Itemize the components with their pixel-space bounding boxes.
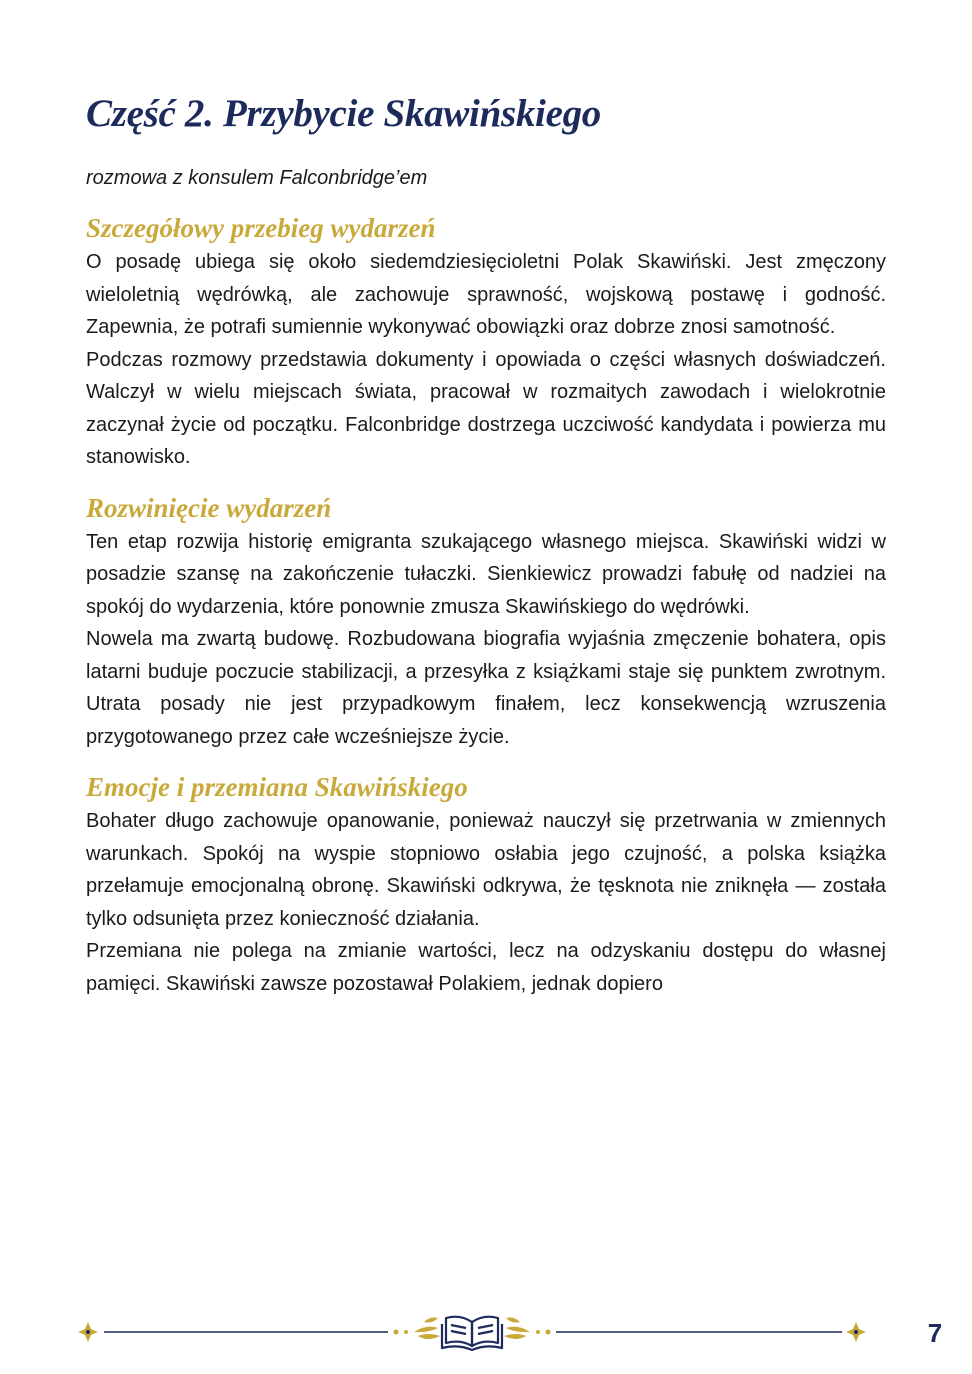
left-star-icon <box>78 1322 98 1342</box>
section-heading: Rozwinięcie wydarzeń <box>86 492 332 523</box>
paragraph: Ten etap rozwija historię emigranta szukającego własnego miejsca. Skawiński widzi w posadzie szansę na zakończenie tułaczki. Sienkiewicz prowadzi fabułę od nadziei na spokój do wydarzenia, które ponownie zmusza Skawińskiego do wędrówki. <box>86 530 886 618</box>
right-star-icon <box>846 1322 866 1342</box>
chapter-title: Część 2. Przybycie Skawińskiego <box>86 92 601 135</box>
footer-divider <box>0 1300 972 1360</box>
left-laurel-icon <box>414 1318 440 1340</box>
paragraph: Nowela ma zwartą budowę. Rozbudowana biografia wyjaśnia zmęczenie bohatera, opis latarni buduje poczucie stabilizacji, a przesyłka z książkami staje się punktem zwrotnym. Utrata posady nie jest przypadkowym finałem, lecz konsekwencją wzruszenia przygotowanego przez całe wcześniejsze życie. <box>86 628 886 748</box>
chapter-subtitle: rozmowa z konsulem Falconbridge’em <box>86 167 428 189</box>
paragraph: O posadę ubiega się około siedemdziesięcioletni Polak Skawiński. Jest zmęczony wieloletnią wędrówką, ale zachowuje sprawność, wojskową postawę i godność. Zapewnia, że potrafi sumiennie wykonywać obowiązki oraz dobrze znosi samotność. <box>86 251 886 338</box>
section-heading: Emocje i przemiana Skawińskiego <box>86 772 468 802</box>
right-laurel-icon <box>504 1318 530 1340</box>
footer-ornament <box>0 1300 972 1360</box>
paragraph: Podczas rozmowy przedstawia dokumenty i opowiada o części własnych doświadczeń. Walczył w wielu miejscach świata, pracował w rozmaitych zawodach i wielokrotnie zaczynał życie od początku. Falconbridge dostrzega uczciwość kandydata i powierza mu stanowisko. <box>86 348 886 468</box>
page-number: 7 <box>927 1318 943 1348</box>
paragraph: Bohater długo zachowuje opanowanie, ponieważ nauczył się przetrwania w zmiennych warunkach. Spokój na wyspie stopniowo osłabia jego czujność, a polska książka przełamuje emocjonalną obronę. Skawiński odkrywa, że tęsknota nie zniknęła — została tylko odsunięta przez konieczność działania. <box>86 810 886 930</box>
section-heading: Szczegółowy przebieg wydarzeń <box>86 213 436 243</box>
page-content <box>86 88 886 1000</box>
paragraph: Przemiana nie polega na zmianie wartości, lecz na odzyskaniu dostępu do własnej pamięci. Skawiński zawsze pozostawał Polakiem, jednak dopiero <box>86 940 886 995</box>
open-book-icon <box>442 1317 502 1350</box>
